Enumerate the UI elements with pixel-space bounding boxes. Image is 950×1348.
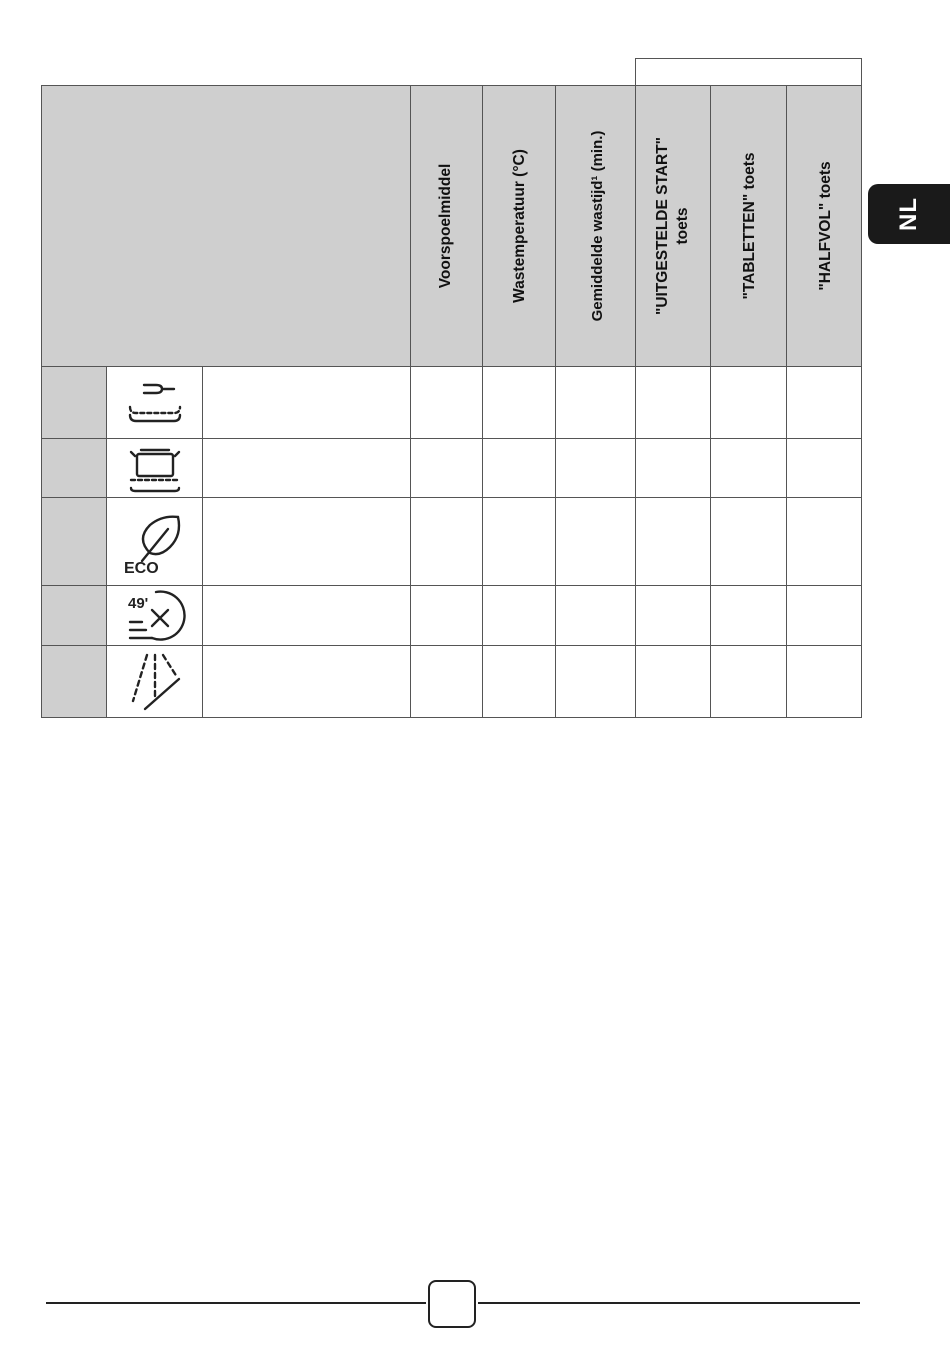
- language-tab: [868, 184, 950, 244]
- program-icon-cell: [107, 646, 202, 717]
- svg-text:ECO: ECO: [123, 559, 159, 577]
- program-name-cell: [203, 586, 410, 645]
- col-divider: [410, 85, 411, 718]
- eco-leaf-icon: [120, 507, 190, 577]
- footer-line-right: [478, 1302, 860, 1304]
- col-divider: [482, 85, 483, 718]
- col-divider: [710, 85, 711, 718]
- table-border-bottom: [41, 717, 862, 718]
- delayed-start-label: "UITGESTELDE START": [654, 136, 671, 316]
- table-border-left: [41, 85, 42, 718]
- program-icon-cell: [107, 586, 202, 645]
- program-name-cell: [203, 498, 410, 585]
- pot-plates-icon: [123, 442, 187, 494]
- row-number-column: [41, 366, 106, 718]
- table-border-top: [41, 85, 862, 86]
- page-number-box: [428, 1280, 476, 1328]
- footer-line-left: [46, 1302, 426, 1304]
- column-header-prerinse: Voorspoelmiddel: [437, 163, 454, 289]
- column-header-delayed-start: [653, 137, 693, 315]
- col-divider: [786, 85, 787, 718]
- svg-text:49': 49': [127, 594, 148, 612]
- column-header-half-load: "HALFVOL" toets: [817, 161, 834, 291]
- program-icon-cell: [107, 439, 202, 497]
- column-header-temperature: Wastemperatuur (°C): [511, 149, 528, 303]
- rinse-spray-icon: [125, 651, 185, 713]
- program-icon-cell: [107, 498, 202, 585]
- table-border-right: [861, 85, 862, 718]
- program-name-cell: [203, 367, 410, 438]
- column-group-header-box: [635, 58, 862, 86]
- column-header-tablets: "TABLETTEN" toets: [741, 152, 758, 300]
- delayed-start-sublabel: toets: [674, 207, 691, 245]
- quick-49-icon: [122, 588, 188, 644]
- language-tab-label: NL: [895, 197, 922, 231]
- program-icon-cell: [107, 367, 202, 438]
- program-name-cell: [203, 646, 410, 717]
- col-divider: [635, 85, 636, 718]
- column-header-wash-time: Gemiddelde wastijd¹ (min.): [589, 130, 606, 322]
- program-name-cell: [203, 439, 410, 497]
- plates-cutlery-icon: [120, 375, 190, 431]
- col-divider: [555, 85, 556, 718]
